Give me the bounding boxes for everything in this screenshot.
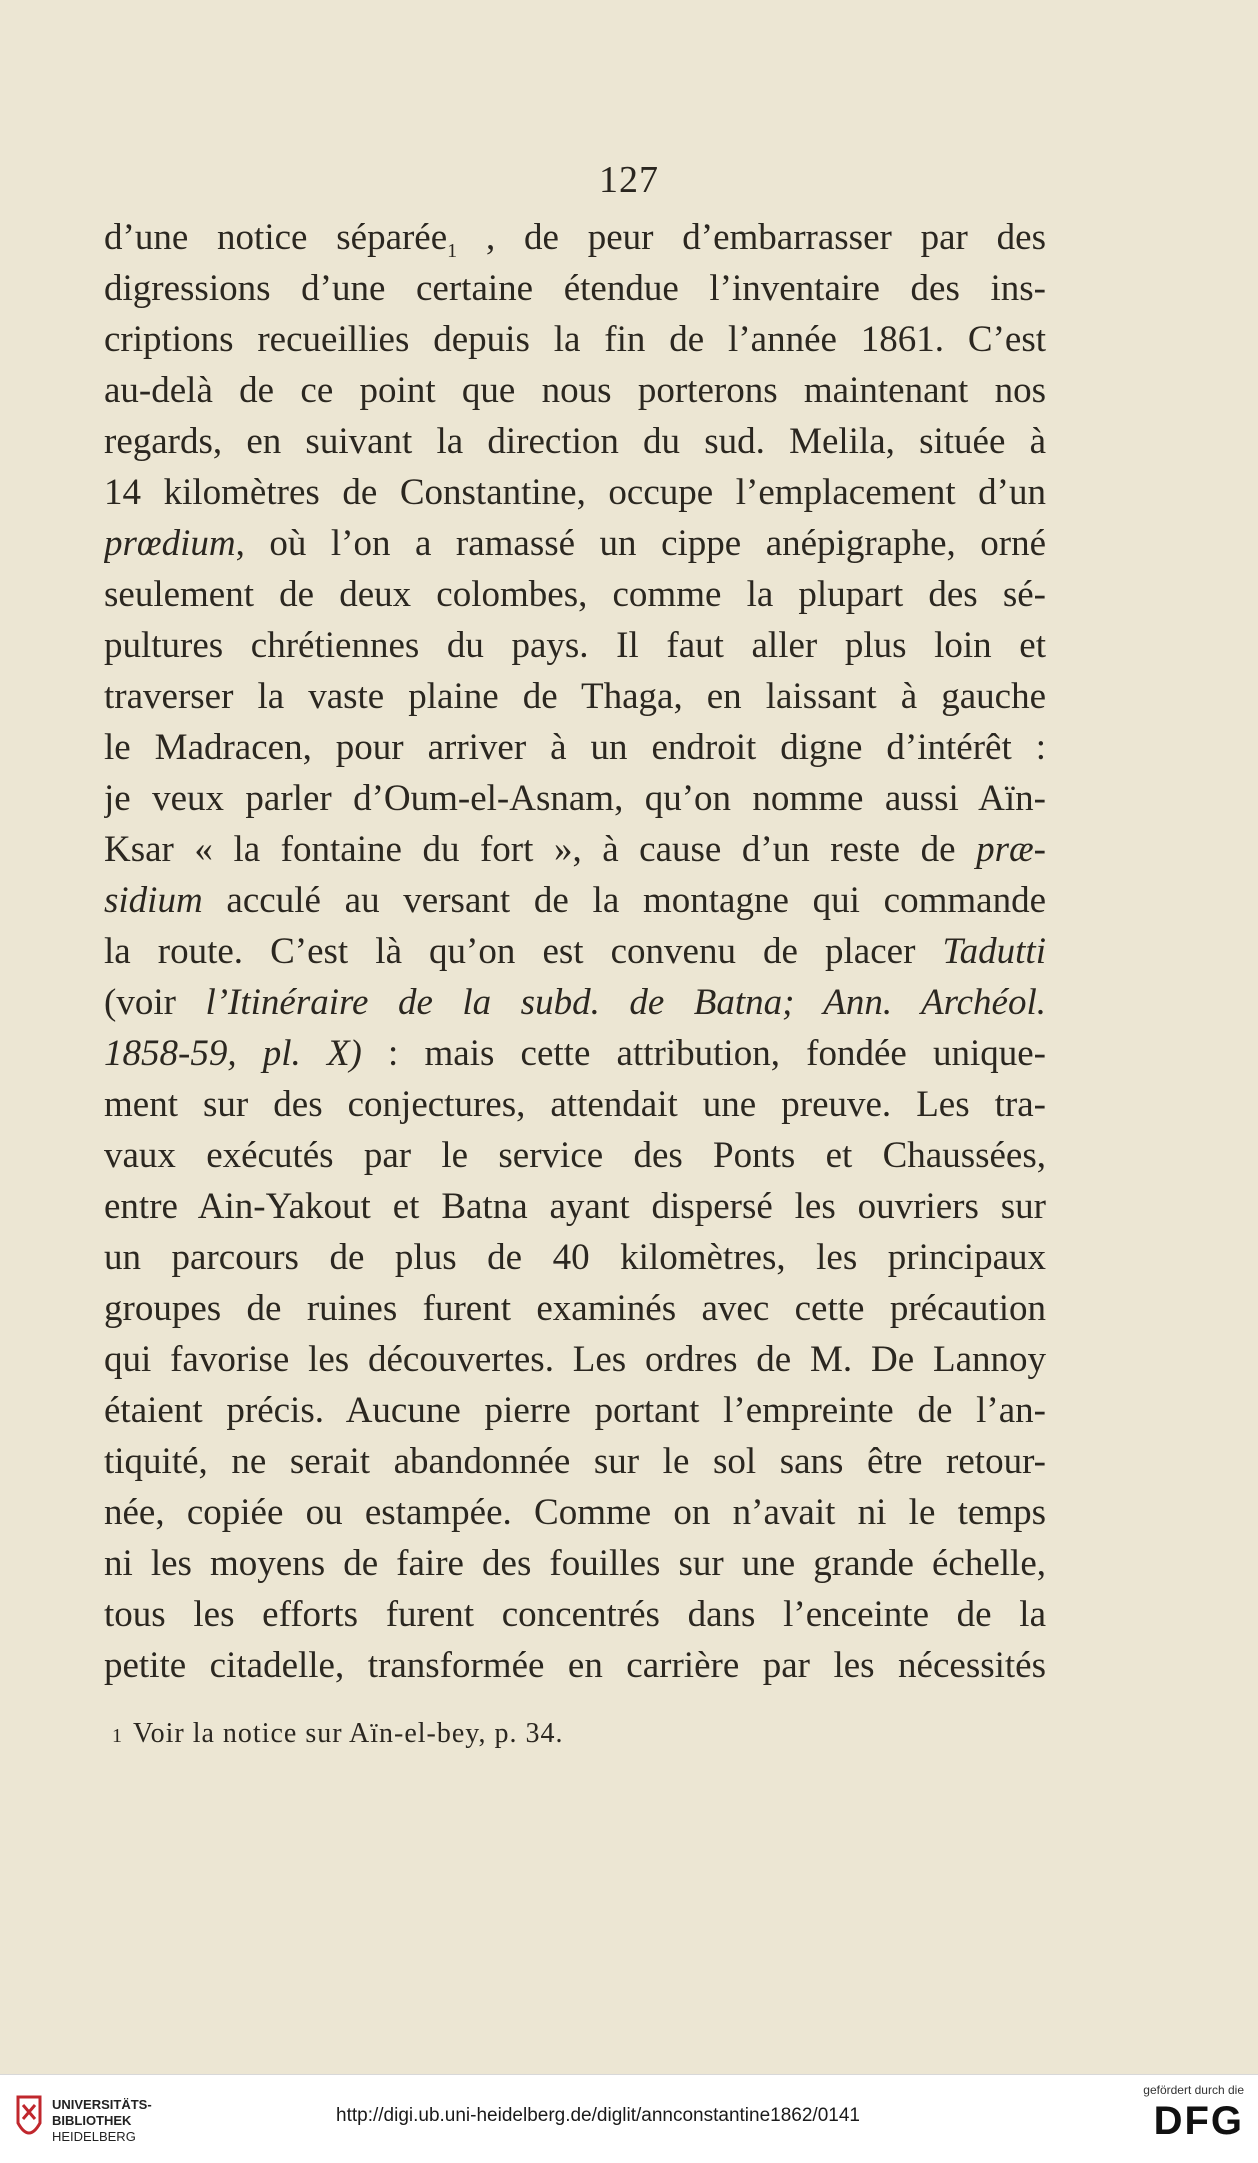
dfg-logo-text: DFG: [1153, 2099, 1244, 2143]
line-segment: : mais cette attribution, fondée unique-: [361, 1033, 1046, 1074]
text-line: 14 kilomètres de Constantine, occupe l’emplacement d’un: [104, 472, 1046, 513]
viewer-footer: [0, 2074, 1258, 2163]
text-line: je veux parler d’Oum-el-Asnam, qu’on nomme aussi Aïn-: [104, 778, 1046, 819]
italic-segment: Tadutti: [942, 931, 1046, 972]
text-line: le Madracen, pour arriver à un endroit digne d’intérêt :: [104, 727, 1046, 768]
text-line: [104, 875, 1046, 926]
text-line: tiquité, ne serait abandonnée sur le sol sans être retour-: [104, 1441, 1046, 1482]
line-segment: , où l’on a ramassé un cippe anépigraphe, orné: [235, 523, 1046, 564]
italic-segment: l’Itinéraire de la subd. de Batna; Ann. Archéol.: [205, 982, 1046, 1023]
italic-segment: præ-: [976, 829, 1046, 870]
text-line: qui favorise les découvertes. Les ordres de M. De Lannoy: [104, 1339, 1046, 1380]
funder-logo[interactable]: [1114, 2083, 1244, 2144]
text-line: tous les efforts furent concentrés dans l’enceinte de la: [104, 1594, 1046, 1635]
line-segment: , de peur d’embarrasser par des: [457, 217, 1046, 258]
text-line: vaux exécutés par le service des Ponts et Chaussées,: [104, 1135, 1046, 1176]
text-line: entre Ain-Yakout et Batna ayant dispersé les ouvriers sur: [104, 1186, 1046, 1227]
text-line: étaient précis. Aucune pierre portant l’empreinte de l’an-: [104, 1390, 1046, 1431]
text-line: criptions recueillies depuis la fin de l’année 1861. C’est: [104, 319, 1046, 360]
text-line: [104, 824, 1046, 875]
library-logo[interactable]: [12, 2093, 182, 2149]
italic-segment: prœdium: [104, 523, 236, 564]
text-line: groupes de ruines furent examinés avec cette précaution: [104, 1288, 1046, 1329]
text-line: un parcours de plus de 40 kilomètres, les principaux: [104, 1237, 1046, 1278]
text-line: petite citadelle, transformée en carrière par les nécessités: [104, 1645, 1046, 1686]
line-segment: la route. C’est là qu’on est convenu de placer: [104, 931, 943, 972]
line-segment: (voir: [104, 982, 206, 1023]
line-segment: acculé au versant de la montagne qui commande: [202, 880, 1046, 921]
text-line: au-delà de ce point que nous porterons maintenant nos: [104, 370, 1046, 411]
footnote: [112, 1718, 563, 1750]
text-line: [104, 926, 1046, 977]
italic-segment: 1858-59, pl. X): [104, 1033, 362, 1074]
text-line: traverser la vaste plaine de Thaga, en laissant à gauche: [104, 676, 1046, 717]
heidelberg-seal-icon: [12, 2093, 46, 2145]
text-line: pultures chrétiennes du pays. Il faut aller plus loin et: [104, 625, 1046, 666]
body-text: [104, 212, 1046, 1691]
funder-caption: gefördert durch die: [1143, 2083, 1244, 2097]
library-name: UNIVERSITÄTS- BIBLIOTHEK HEIDELBERG: [52, 2097, 152, 2144]
text-line: [104, 977, 1046, 1028]
text-line: digressions d’une certaine étendue l’inventaire des ins-: [104, 268, 1046, 309]
text-line: [104, 212, 1046, 263]
text-line: [104, 518, 1046, 569]
line-segment: Ksar « la fontaine du fort », à cause d’un reste de: [104, 829, 977, 870]
text-line: née, copiée ou estampée. Comme on n’avait ni le temps: [104, 1492, 1046, 1533]
text-line: seulement de deux colombes, comme la plupart des sé-: [104, 574, 1046, 615]
italic-segment: sidium: [104, 880, 203, 921]
permalink-url[interactable]: http://digi.ub.uni-heidelberg.de/diglit/annconstantine1862/0141: [336, 2105, 860, 2126]
line-segment: d’une notice séparée: [104, 217, 448, 258]
text-line: [104, 1028, 1046, 1079]
text-line: ni les moyens de faire des fouilles sur une grande échelle,: [104, 1543, 1046, 1584]
footnote-number: 1: [112, 1725, 123, 1747]
text-line: ment sur des conjectures, attendait une preuve. Les tra-: [104, 1084, 1046, 1125]
page-number: 127: [599, 159, 659, 201]
footnote-reference[interactable]: 1: [447, 240, 458, 262]
text-line: regards, en suivant la direction du sud. Melila, située à: [104, 421, 1046, 462]
footnote-text: Voir la notice sur Aïn-el-bey, p. 34.: [133, 1718, 564, 1749]
